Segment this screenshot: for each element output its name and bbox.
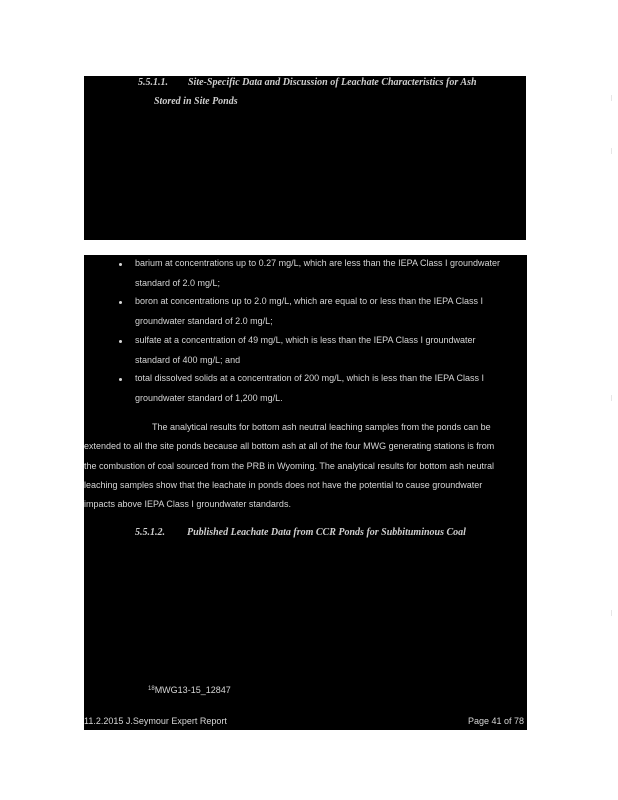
bullet-marker bbox=[119, 378, 122, 381]
bullet-text-line: total dissolved solids at a concentration of 200 mg/L, which is less than the IEPA Class I bbox=[135, 373, 485, 383]
redacted-block-main bbox=[84, 255, 527, 730]
scan-mark bbox=[611, 610, 612, 616]
bullet-text-line: groundwater standard of 1,200 mg/L. bbox=[135, 393, 283, 403]
paragraph-line: The analytical results for bottom ash neutral leaching samples from the ponds can be bbox=[152, 422, 491, 432]
paragraph-line: impacts above IEPA Class I groundwater standards. bbox=[84, 499, 291, 509]
footnote-text: MWG13-15_12847 bbox=[154, 685, 231, 695]
bullet-marker bbox=[119, 340, 122, 343]
footer-left: 11.2.2015 J.Seymour Expert Report bbox=[84, 716, 227, 726]
bullet-text-line: barium at concentrations up to 0.27 mg/L, which are less than the IEPA Class I groundwater bbox=[135, 258, 501, 268]
bullet-text-line: groundwater standard of 2.0 mg/L; bbox=[135, 316, 273, 326]
scan-mark bbox=[611, 148, 612, 154]
footnote-marker: 18 bbox=[148, 686, 155, 692]
bullet-text-line: sulfate at a concentration of 49 mg/L, which is less than the IEPA Class I groundwater bbox=[135, 335, 476, 345]
scan-mark bbox=[611, 95, 612, 101]
section-title: Published Leachate Data from CCR Ponds for Subbituminous Coal bbox=[187, 527, 466, 538]
section-number-5-5-1-2: 5.5.1.2. bbox=[135, 527, 165, 538]
paragraph-line: leaching samples show that the leachate in ponds does not have the potential to cause groundwater bbox=[84, 480, 483, 490]
redacted-block-top bbox=[84, 76, 526, 240]
bullet-text-line: standard of 2.0 mg/L; bbox=[135, 278, 221, 288]
section-title-line1: Site-Specific Data and Discussion of Leachate Characteristics for Ash bbox=[188, 77, 477, 88]
paragraph-line: extended to all the site ponds because all bottom ash at all of the four MWG generating stations is from bbox=[84, 441, 495, 451]
paragraph-line: the combustion of coal sourced from the PRB in Wyoming. The analytical results for bottom ash neutral bbox=[84, 461, 494, 471]
section-number-5-5-1-1: 5.5.1.1. bbox=[138, 77, 168, 88]
page-number: Page 41 of 78 bbox=[468, 716, 525, 726]
footnote bbox=[148, 685, 231, 695]
scan-mark bbox=[611, 395, 612, 401]
bullet-marker bbox=[119, 301, 122, 304]
bullet-text-line: standard of 400 mg/L; and bbox=[135, 355, 241, 365]
section-title-line2: Stored in Site Ponds bbox=[154, 96, 238, 107]
bullet-text-line: boron at concentrations up to 2.0 mg/L, which are equal to or less than the IEPA Class I bbox=[135, 296, 484, 306]
bullet-marker bbox=[119, 263, 122, 266]
